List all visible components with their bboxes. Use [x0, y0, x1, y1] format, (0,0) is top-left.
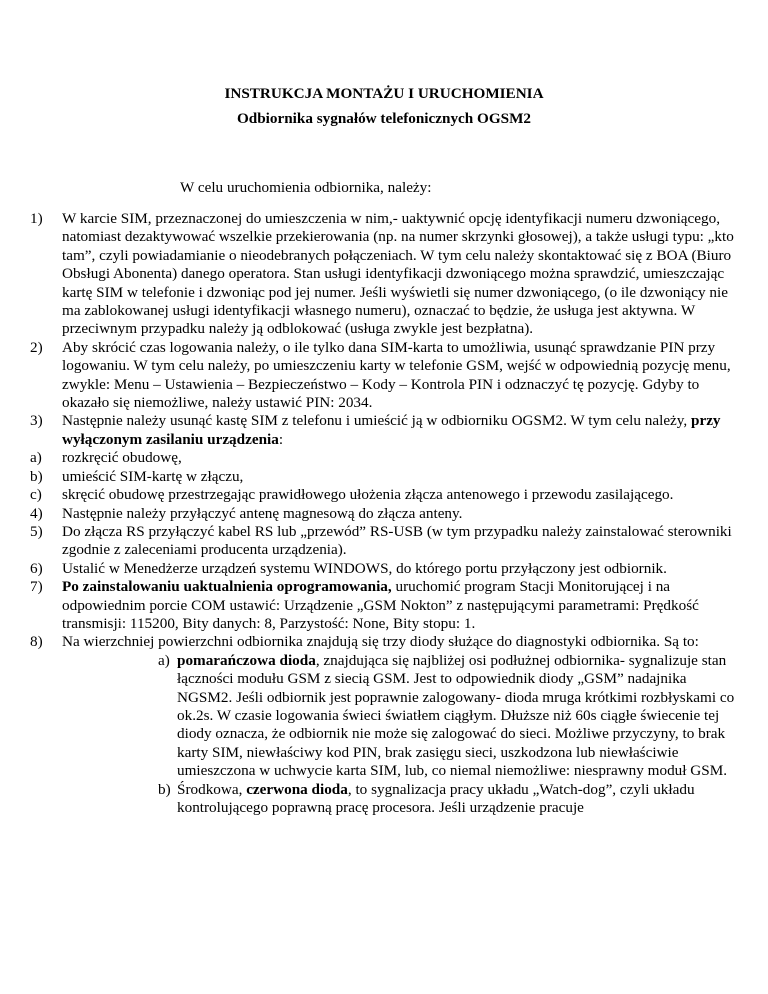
item-marker: b) — [30, 467, 43, 485]
instruction-list — [30, 210, 742, 817]
sub-list-item — [158, 781, 742, 818]
item-text: Aby skrócić czas logowania należy, o ile tylko dana SIM-karta to umożliwia, usunąć sprawdzanie PIN przy logowaniu. W tym celu należy, po umieszczeniu karty w telefonie GSM, wejść w odpowiednią pozycję menu, zwykle: Menu – Ustawienia – Bezpieczeństwo – Kody – Kontrola PIN i odznaczyć tę pozycję. Gdyby to okazało się niemożliwe, należy ustawić PIN: 2034. — [62, 338, 731, 412]
item-text: skręcić obudowę przestrzegając prawidłowego ułożenia złącza antenowego i przewodu zasilającego. — [62, 486, 674, 504]
item-text: rozkręcić obudowę, — [62, 449, 182, 467]
item-text: Ustalić w Menedżerze urządzeń systemu WINDOWS, do którego portu przyłączony jest odbiornik. — [62, 559, 667, 577]
list-item — [30, 633, 742, 651]
list-item — [30, 560, 742, 578]
document-title: INSTRUKCJA MONTAŻU I URUCHOMIENIA — [224, 85, 544, 102]
item-text: , znajdująca się najbliżej osi podłużnej odbiornika- sygnalizuje stan łączności modułu GSM z siecią GSM. Jest to odpowiednik diody „GSM” nadajnika NGSM2. Jeśli odbiornik jest poprawnie zalogowany- dioda mruga krótkimi rozbłyskami co ok.2s. W czasie logowania świeci światłem ciągłym. Dłuższe niż 60s ciągłe świecenie tej diody oznacza, że odbiornik nie może się zalogować do sieci. Możliwe przyczyny, to brak karty SIM, niewłaściwy kod PIN, brak zasięgu sieci, uszkodzona lub niewłaściwie umieszczona w uchwycie karta SIM, lub, co niemal niemożliwe: niesprawny moduł GSM. — [177, 651, 735, 780]
item-marker: c) — [30, 486, 42, 504]
item-text-after: : — [278, 430, 284, 448]
item-text: Do złącza RS przyłączyć kabel RS lub „przewód” RS-USB (w tym przypadku należy zainstalować sterowniki zgodnie z zaleceniami producenta urządzenia). — [62, 522, 732, 559]
item-marker: 6) — [30, 559, 43, 577]
item-bold-text: pomarańczowa dioda — [177, 651, 316, 669]
list-item — [30, 468, 742, 486]
item-marker: 3) — [30, 412, 43, 430]
item-marker: b) — [158, 780, 171, 798]
item-text: W karcie SIM, przeznaczonej do umieszczenia w nim,- uaktywnić opcję identyfikacji numeru dzwoniącego, natomiast dezaktywować wszelkie przekierowania (np. na numer skrzynki głosowej), a także usługi typu: „kto tam”, czyli powiadamianie o nieodebranych połączeniach. W tym celu należy skontaktować się z BOA (Biuro Obsługi Abonenta) danego operatora. Stan usługi identyfikacji dzwoniącego można sprawdzić, umieszczając kartę SIM w telefonie i dzwoniąc pod jej numer. Jeśli wyświetli się numer dzwoniącego, (o ile dzwoniący nie ma zablokowanej usługi identyfikacji własnego numeru), oznaczać to będzie, że usługa jest aktywna. W przeciwnym przypadku należy ją odblokować (usługa zwykle jest bezpłatna). — [62, 210, 734, 338]
list-item — [30, 486, 742, 504]
document-subtitle: Odbiornika sygnałów telefonicznych OGSM2 — [236, 110, 532, 127]
item-text: Następnie należy usunąć kastę SIM z telefonu i umieścić ją w odbiorniku OGSM2. W tym celu należy, — [62, 412, 688, 430]
item-text: uruchomić program Stacji Monitorującej i na odpowiednim porcie COM ustawić: Urządzenie „GSM Nokton” z następującymi parametrami: Prędkość transmisji: 115200, Bity danych: 8, Parzystość: None, Bity stopu: 1. — [62, 578, 699, 632]
item-text: umieścić SIM-kartę w złączu, — [62, 467, 244, 485]
item-marker: 5) — [30, 522, 43, 540]
intro-text: W celu uruchomienia odbiornika, należy: — [180, 179, 432, 196]
item-marker: 7) — [30, 578, 43, 596]
list-item — [30, 505, 742, 523]
list-item — [30, 523, 742, 560]
item-bold-text: czerwona dioda — [246, 780, 348, 798]
list-item — [30, 210, 742, 339]
item-marker: a) — [158, 651, 170, 669]
item-marker: a) — [30, 449, 42, 467]
item-marker: 8) — [30, 633, 43, 651]
item-marker: 2) — [30, 338, 43, 356]
item-text-before: Środkowa, — [177, 780, 247, 798]
list-item — [30, 449, 742, 467]
item-marker: 4) — [30, 504, 43, 522]
list-item — [30, 412, 742, 449]
item-marker: 1) — [30, 210, 43, 227]
item-text: Na wierzchniej powierzchni odbiornika znajdują się trzy diody służące do diagnostyki odbiornika. Są to: — [62, 633, 699, 651]
sub-list-item — [158, 652, 742, 781]
item-bold-lead: Po zainstalowaniu uaktualnienia oprogramowania, — [62, 578, 392, 596]
item-bold-text: przy wyłączonym zasilaniu urządzenia — [62, 412, 721, 448]
item-text: , to sygnalizacja pracy układu „Watch-dog”, czyli układu kontrolującego poprawną pracę procesora. Jeśli urządzenie pracuje — [177, 780, 695, 816]
item-text: Następnie należy przyłączyć antenę magnesową do złącza anteny. — [62, 504, 463, 522]
list-item — [30, 578, 742, 633]
list-item — [30, 339, 742, 413]
